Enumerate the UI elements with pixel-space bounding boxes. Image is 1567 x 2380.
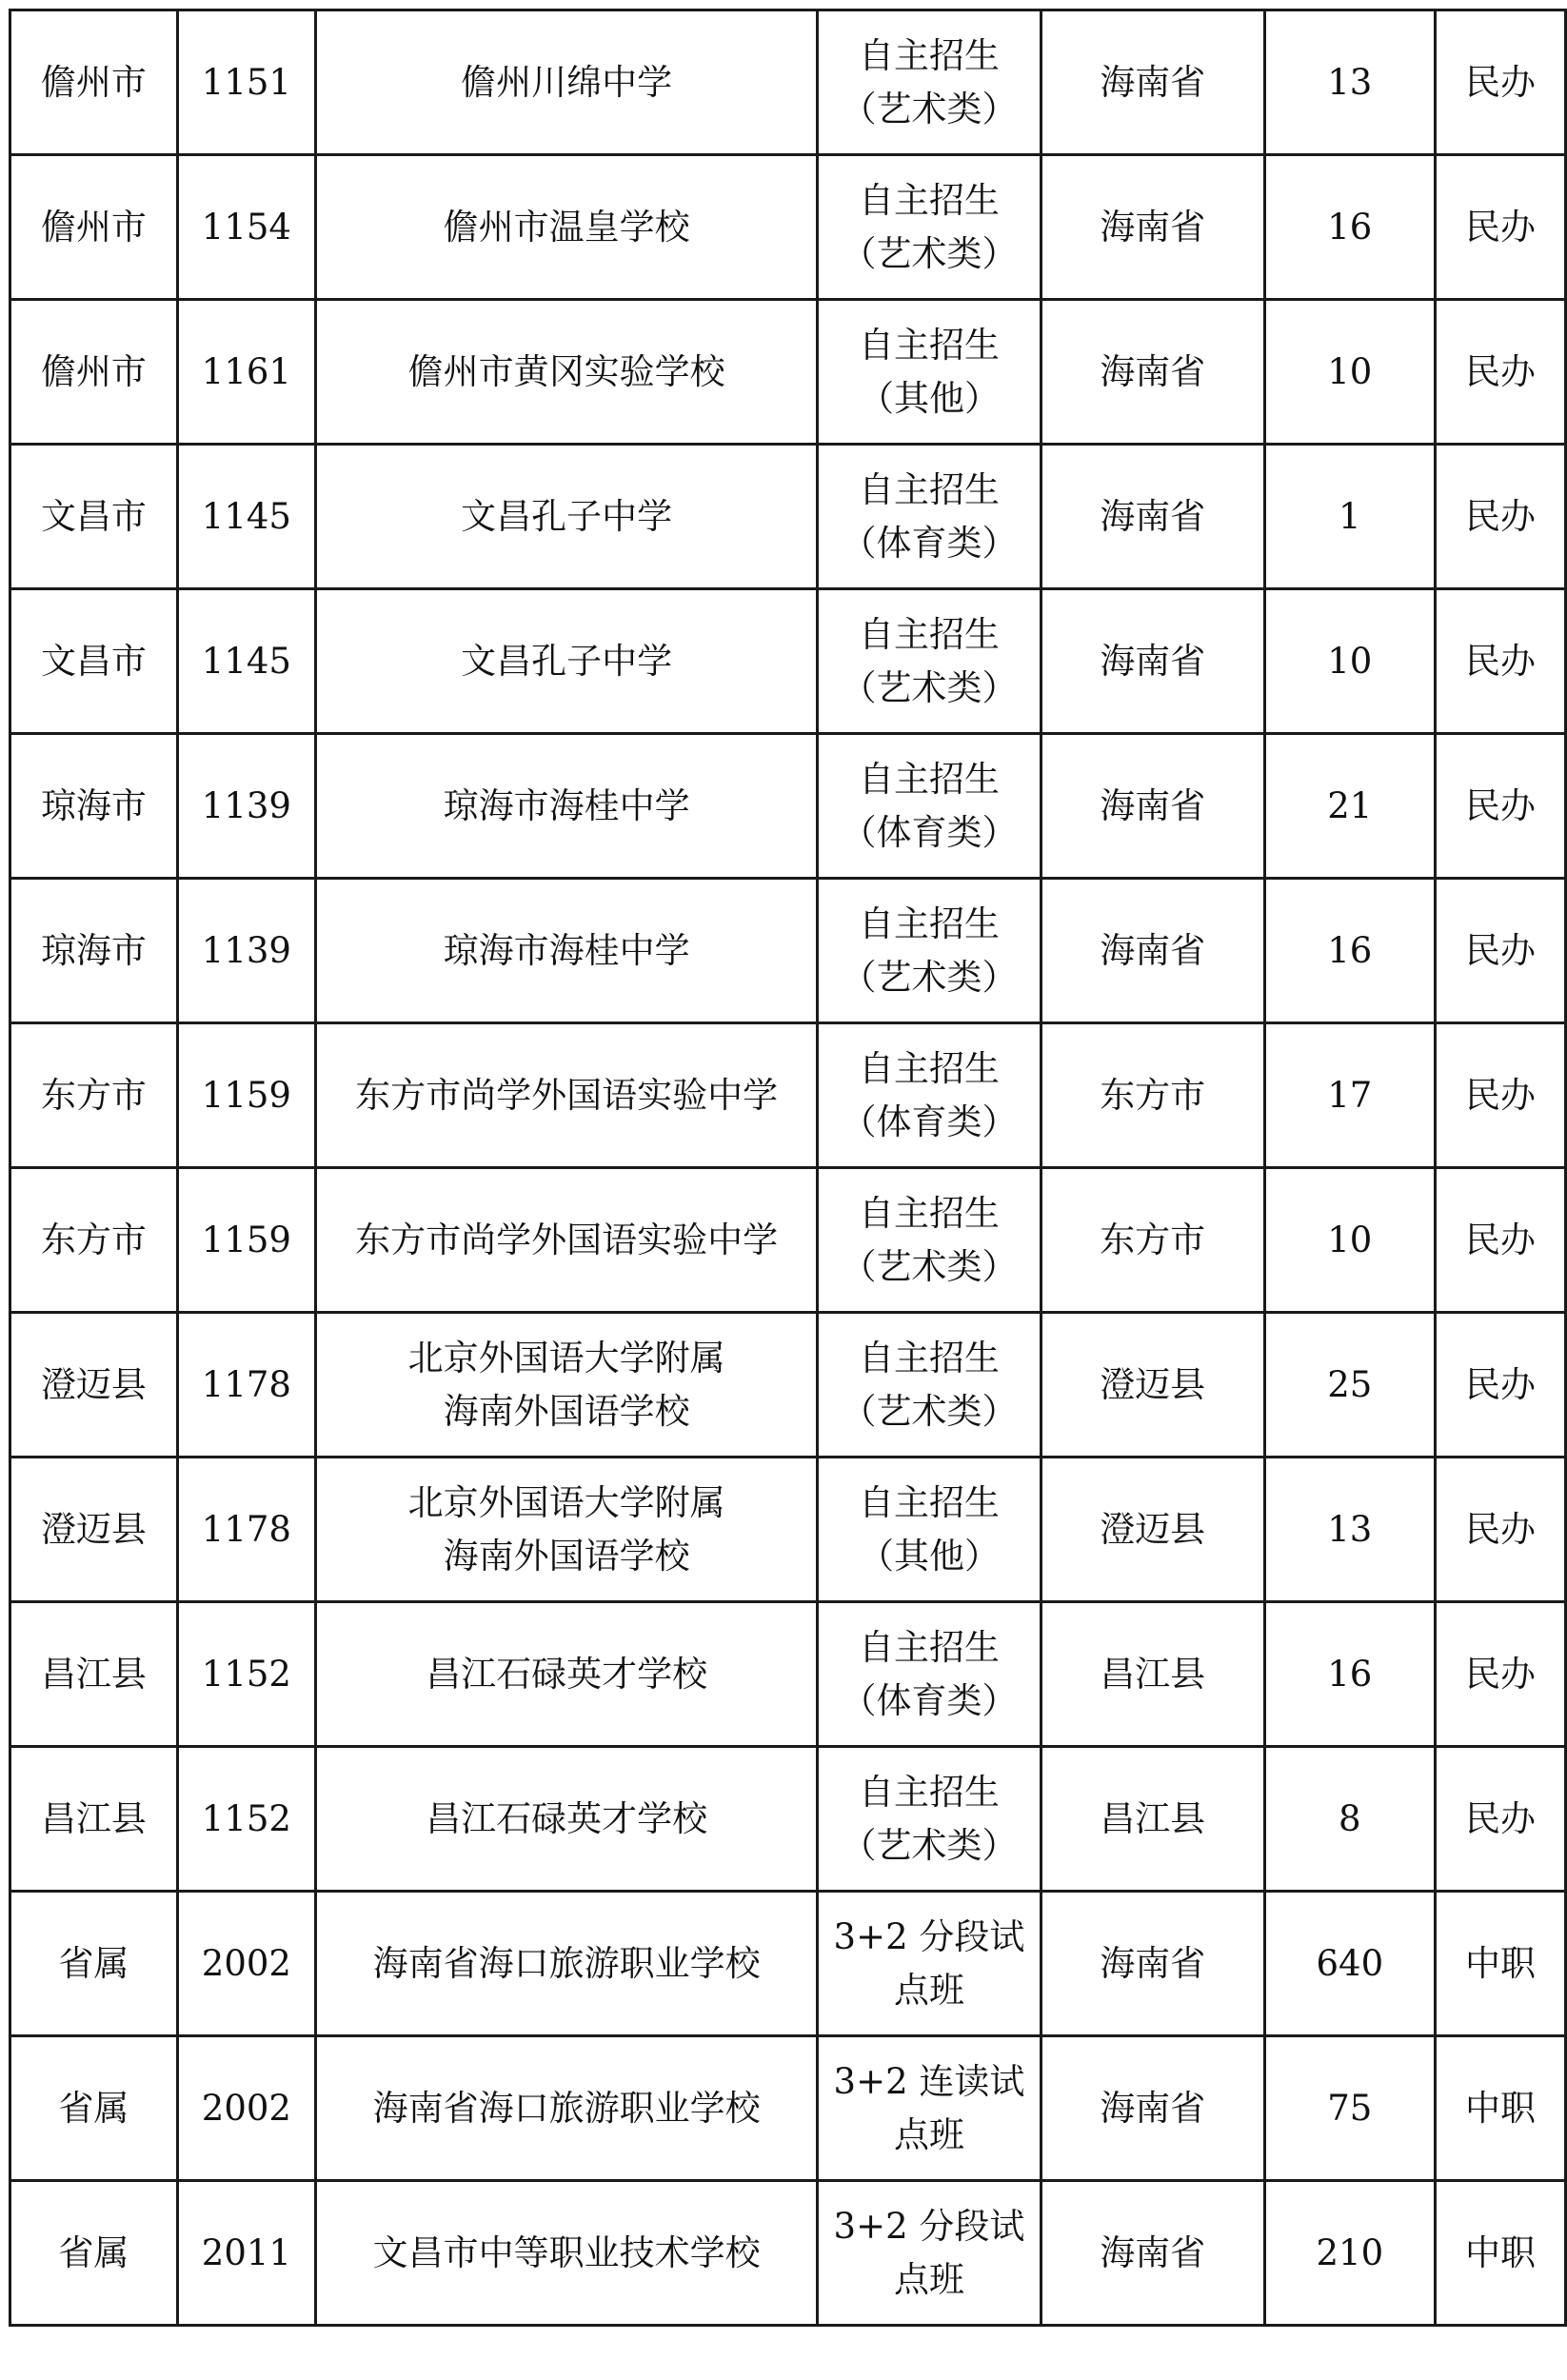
cell-enrollment-region: 海南省 xyxy=(1041,879,1264,1023)
table-row xyxy=(10,2036,1566,2181)
cell-school-name xyxy=(315,300,817,445)
cell-enrollment-type-line: （其他） xyxy=(858,1535,1000,1577)
cell-school-nature: 民办 xyxy=(1435,445,1565,589)
cell-city: 昌江县 xyxy=(10,1602,178,1747)
cell-plan-count: 16 xyxy=(1264,155,1435,300)
cell-school-code: 2002 xyxy=(177,2036,315,2181)
cell-school-code: 1139 xyxy=(177,879,315,1023)
cell-enrollment-type xyxy=(818,734,1041,879)
cell-enrollment-type-line: （其他） xyxy=(858,377,1000,419)
cell-plan-count: 13 xyxy=(1264,1458,1435,1602)
cell-enrollment-type xyxy=(818,2181,1041,2326)
cell-school-name-line: 东方市尚学外国语实验中学 xyxy=(355,1219,779,1260)
cell-plan-count: 10 xyxy=(1264,300,1435,445)
cell-school-code: 1161 xyxy=(177,300,315,445)
cell-enrollment-type xyxy=(818,589,1041,734)
cell-city: 省属 xyxy=(10,1892,178,2036)
cell-enrollment-type xyxy=(818,300,1041,445)
table-row xyxy=(10,155,1566,300)
cell-plan-count: 13 xyxy=(1264,10,1435,155)
cell-school-nature: 民办 xyxy=(1435,589,1565,734)
cell-school-name-line: 琼海市海桂中学 xyxy=(443,929,690,971)
cell-enrollment-type xyxy=(818,879,1041,1023)
table-row xyxy=(10,1168,1566,1313)
cell-school-name-line: 儋州川绵中学 xyxy=(461,61,673,103)
cell-enrollment-type-line: 自主招生 xyxy=(858,468,1000,510)
cell-city: 澄迈县 xyxy=(10,1458,178,1602)
cell-school-nature: 民办 xyxy=(1435,155,1565,300)
enrollment-table xyxy=(9,9,1567,2327)
cell-enrollment-region: 澄迈县 xyxy=(1041,1313,1264,1458)
cell-city: 东方市 xyxy=(10,1168,178,1313)
cell-school-code: 2011 xyxy=(177,2181,315,2326)
cell-enrollment-region: 海南省 xyxy=(1041,734,1264,879)
cell-school-code: 1159 xyxy=(177,1168,315,1313)
cell-school-code: 1145 xyxy=(177,445,315,589)
cell-enrollment-type-line: 点班 xyxy=(893,2258,964,2300)
cell-school-nature: 民办 xyxy=(1435,734,1565,879)
cell-enrollment-type xyxy=(818,1313,1041,1458)
cell-school-nature: 民办 xyxy=(1435,1023,1565,1168)
cell-school-nature: 民办 xyxy=(1435,1458,1565,1602)
cell-school-name xyxy=(315,1747,817,1892)
table-row xyxy=(10,1313,1566,1458)
cell-plan-count: 16 xyxy=(1264,879,1435,1023)
cell-school-name xyxy=(315,2181,817,2326)
cell-school-nature: 民办 xyxy=(1435,879,1565,1023)
cell-school-nature: 民办 xyxy=(1435,1602,1565,1747)
cell-enrollment-type-line: 自主招生 xyxy=(858,1337,1000,1378)
table-row xyxy=(10,10,1566,155)
cell-city: 儋州市 xyxy=(10,10,178,155)
cell-enrollment-region: 海南省 xyxy=(1041,10,1264,155)
cell-plan-count: 16 xyxy=(1264,1602,1435,1747)
cell-school-name-line: 文昌孔子中学 xyxy=(461,640,673,682)
cell-school-code: 1139 xyxy=(177,734,315,879)
cell-enrollment-region: 海南省 xyxy=(1041,300,1264,445)
cell-school-code: 1151 xyxy=(177,10,315,155)
cell-school-name xyxy=(315,1892,817,2036)
cell-enrollment-type xyxy=(818,1602,1041,1747)
cell-plan-count: 1 xyxy=(1264,445,1435,589)
cell-school-name-line: 文昌市中等职业技术学校 xyxy=(372,2231,761,2273)
table-row xyxy=(10,1023,1566,1168)
cell-plan-count: 17 xyxy=(1264,1023,1435,1168)
cell-school-name-line: 文昌孔子中学 xyxy=(461,495,673,537)
cell-school-name xyxy=(315,1602,817,1747)
cell-school-name xyxy=(315,1168,817,1313)
cell-enrollment-type-line: 3+2 分段试 xyxy=(833,2205,1025,2247)
cell-school-name-line: 北京外国语大学附属 xyxy=(407,1337,725,1378)
cell-enrollment-type-line: 点班 xyxy=(893,1969,964,2011)
table-row xyxy=(10,734,1566,879)
cell-school-name xyxy=(315,2036,817,2181)
cell-plan-count: 10 xyxy=(1264,1168,1435,1313)
cell-school-name xyxy=(315,1023,817,1168)
cell-city: 儋州市 xyxy=(10,300,178,445)
cell-enrollment-type-line: （体育类） xyxy=(841,522,1018,564)
cell-enrollment-region: 昌江县 xyxy=(1041,1602,1264,1747)
cell-school-name xyxy=(315,589,817,734)
table-row xyxy=(10,1458,1566,1602)
cell-enrollment-type-line: 自主招生 xyxy=(858,1192,1000,1234)
cell-enrollment-type xyxy=(818,1892,1041,2036)
cell-school-nature: 中职 xyxy=(1435,1892,1565,2036)
cell-enrollment-type-line: 自主招生 xyxy=(858,1771,1000,1813)
cell-enrollment-region: 海南省 xyxy=(1041,445,1264,589)
cell-enrollment-type-line: （体育类） xyxy=(841,811,1018,853)
cell-school-name-line: 昌江石碌英才学校 xyxy=(426,1797,708,1839)
cell-plan-count: 210 xyxy=(1264,2181,1435,2326)
cell-school-name xyxy=(315,879,817,1023)
cell-city: 儋州市 xyxy=(10,155,178,300)
cell-enrollment-region: 澄迈县 xyxy=(1041,1458,1264,1602)
cell-enrollment-type-line: （体育类） xyxy=(841,1679,1018,1721)
enrollment-table-container xyxy=(9,9,1567,2327)
cell-school-name xyxy=(315,445,817,589)
cell-school-name xyxy=(315,155,817,300)
cell-school-nature: 民办 xyxy=(1435,1313,1565,1458)
table-row xyxy=(10,2181,1566,2326)
cell-enrollment-type-line: 自主招生 xyxy=(858,1047,1000,1089)
cell-enrollment-region: 海南省 xyxy=(1041,2181,1264,2326)
cell-enrollment-type xyxy=(818,1023,1041,1168)
cell-school-code: 1152 xyxy=(177,1602,315,1747)
cell-school-name-line: 海南省海口旅游职业学校 xyxy=(372,2087,761,2129)
cell-city: 省属 xyxy=(10,2036,178,2181)
cell-enrollment-type-line: 自主招生 xyxy=(858,34,1000,76)
table-body xyxy=(10,10,1566,2326)
cell-school-nature: 中职 xyxy=(1435,2181,1565,2326)
cell-school-name xyxy=(315,734,817,879)
cell-enrollment-type-line: 自主招生 xyxy=(858,324,1000,366)
cell-plan-count: 25 xyxy=(1264,1313,1435,1458)
cell-school-name-line: 海南外国语学校 xyxy=(443,1390,690,1432)
cell-city: 文昌市 xyxy=(10,445,178,589)
table-row xyxy=(10,300,1566,445)
cell-school-name-line: 儋州市温皇学校 xyxy=(443,206,690,248)
cell-school-nature: 民办 xyxy=(1435,1747,1565,1892)
cell-enrollment-type-line: 自主招生 xyxy=(858,179,1000,221)
cell-enrollment-region: 海南省 xyxy=(1041,1892,1264,2036)
cell-enrollment-region: 海南省 xyxy=(1041,2036,1264,2181)
table-row xyxy=(10,1602,1566,1747)
cell-school-name-line: 昌江石碌英才学校 xyxy=(426,1653,708,1695)
cell-school-code: 1178 xyxy=(177,1313,315,1458)
cell-enrollment-type-line: 自主招生 xyxy=(858,1481,1000,1523)
cell-school-name-line: 北京外国语大学附属 xyxy=(407,1481,725,1523)
cell-city: 省属 xyxy=(10,2181,178,2326)
cell-enrollment-region: 东方市 xyxy=(1041,1168,1264,1313)
table-row xyxy=(10,1747,1566,1892)
table-row xyxy=(10,879,1566,1023)
cell-city: 澄迈县 xyxy=(10,1313,178,1458)
cell-school-code: 1145 xyxy=(177,589,315,734)
cell-enrollment-type-line: 自主招生 xyxy=(858,1626,1000,1668)
cell-school-name-line: 儋州市黄冈实验学校 xyxy=(407,350,725,392)
cell-plan-count: 640 xyxy=(1264,1892,1435,2036)
cell-enrollment-type-line: （艺术类） xyxy=(841,1824,1018,1866)
cell-enrollment-type-line: （体育类） xyxy=(841,1101,1018,1142)
cell-school-code: 2002 xyxy=(177,1892,315,2036)
cell-enrollment-type-line: 点班 xyxy=(893,2113,964,2155)
cell-school-name-line: 东方市尚学外国语实验中学 xyxy=(355,1074,779,1116)
cell-city: 琼海市 xyxy=(10,734,178,879)
cell-enrollment-type-line: 自主招生 xyxy=(858,758,1000,800)
cell-enrollment-type xyxy=(818,10,1041,155)
table-row xyxy=(10,1892,1566,2036)
cell-enrollment-type-line: （艺术类） xyxy=(841,232,1018,274)
cell-city: 琼海市 xyxy=(10,879,178,1023)
cell-plan-count: 75 xyxy=(1264,2036,1435,2181)
cell-enrollment-type-line: 3+2 连读试 xyxy=(833,2060,1025,2102)
cell-school-name-line: 海南外国语学校 xyxy=(443,1535,690,1577)
cell-plan-count: 8 xyxy=(1264,1747,1435,1892)
cell-enrollment-type-line: （艺术类） xyxy=(841,666,1018,708)
cell-school-nature: 民办 xyxy=(1435,300,1565,445)
cell-enrollment-type-line: 自主招生 xyxy=(858,902,1000,944)
cell-enrollment-region: 海南省 xyxy=(1041,155,1264,300)
cell-enrollment-type xyxy=(818,1747,1041,1892)
cell-enrollment-type xyxy=(818,445,1041,589)
cell-school-name-line: 琼海市海桂中学 xyxy=(443,784,690,826)
cell-plan-count: 21 xyxy=(1264,734,1435,879)
cell-school-name xyxy=(315,10,817,155)
cell-enrollment-region: 东方市 xyxy=(1041,1023,1264,1168)
cell-plan-count: 10 xyxy=(1264,589,1435,734)
table-row xyxy=(10,445,1566,589)
cell-school-code: 1154 xyxy=(177,155,315,300)
cell-enrollment-region: 海南省 xyxy=(1041,589,1264,734)
cell-enrollment-type-line: （艺术类） xyxy=(841,956,1018,998)
cell-enrollment-type-line: （艺术类） xyxy=(841,88,1018,129)
cell-school-name-line: 海南省海口旅游职业学校 xyxy=(372,1942,761,1984)
cell-enrollment-type-line: （艺术类） xyxy=(841,1390,1018,1432)
cell-school-nature: 民办 xyxy=(1435,10,1565,155)
cell-city: 昌江县 xyxy=(10,1747,178,1892)
cell-city: 东方市 xyxy=(10,1023,178,1168)
cell-school-name xyxy=(315,1458,817,1602)
cell-enrollment-type xyxy=(818,1168,1041,1313)
cell-enrollment-type xyxy=(818,155,1041,300)
cell-enrollment-type xyxy=(818,1458,1041,1602)
cell-enrollment-type-line: 自主招生 xyxy=(858,613,1000,655)
cell-school-code: 1178 xyxy=(177,1458,315,1602)
cell-enrollment-type-line: 3+2 分段试 xyxy=(833,1915,1025,1957)
cell-enrollment-type-line: （艺术类） xyxy=(841,1245,1018,1287)
cell-school-name xyxy=(315,1313,817,1458)
cell-school-code: 1152 xyxy=(177,1747,315,1892)
cell-enrollment-type xyxy=(818,2036,1041,2181)
cell-enrollment-region: 昌江县 xyxy=(1041,1747,1264,1892)
cell-school-nature: 中职 xyxy=(1435,2036,1565,2181)
cell-school-nature: 民办 xyxy=(1435,1168,1565,1313)
table-row xyxy=(10,589,1566,734)
cell-school-code: 1159 xyxy=(177,1023,315,1168)
cell-city: 文昌市 xyxy=(10,589,178,734)
